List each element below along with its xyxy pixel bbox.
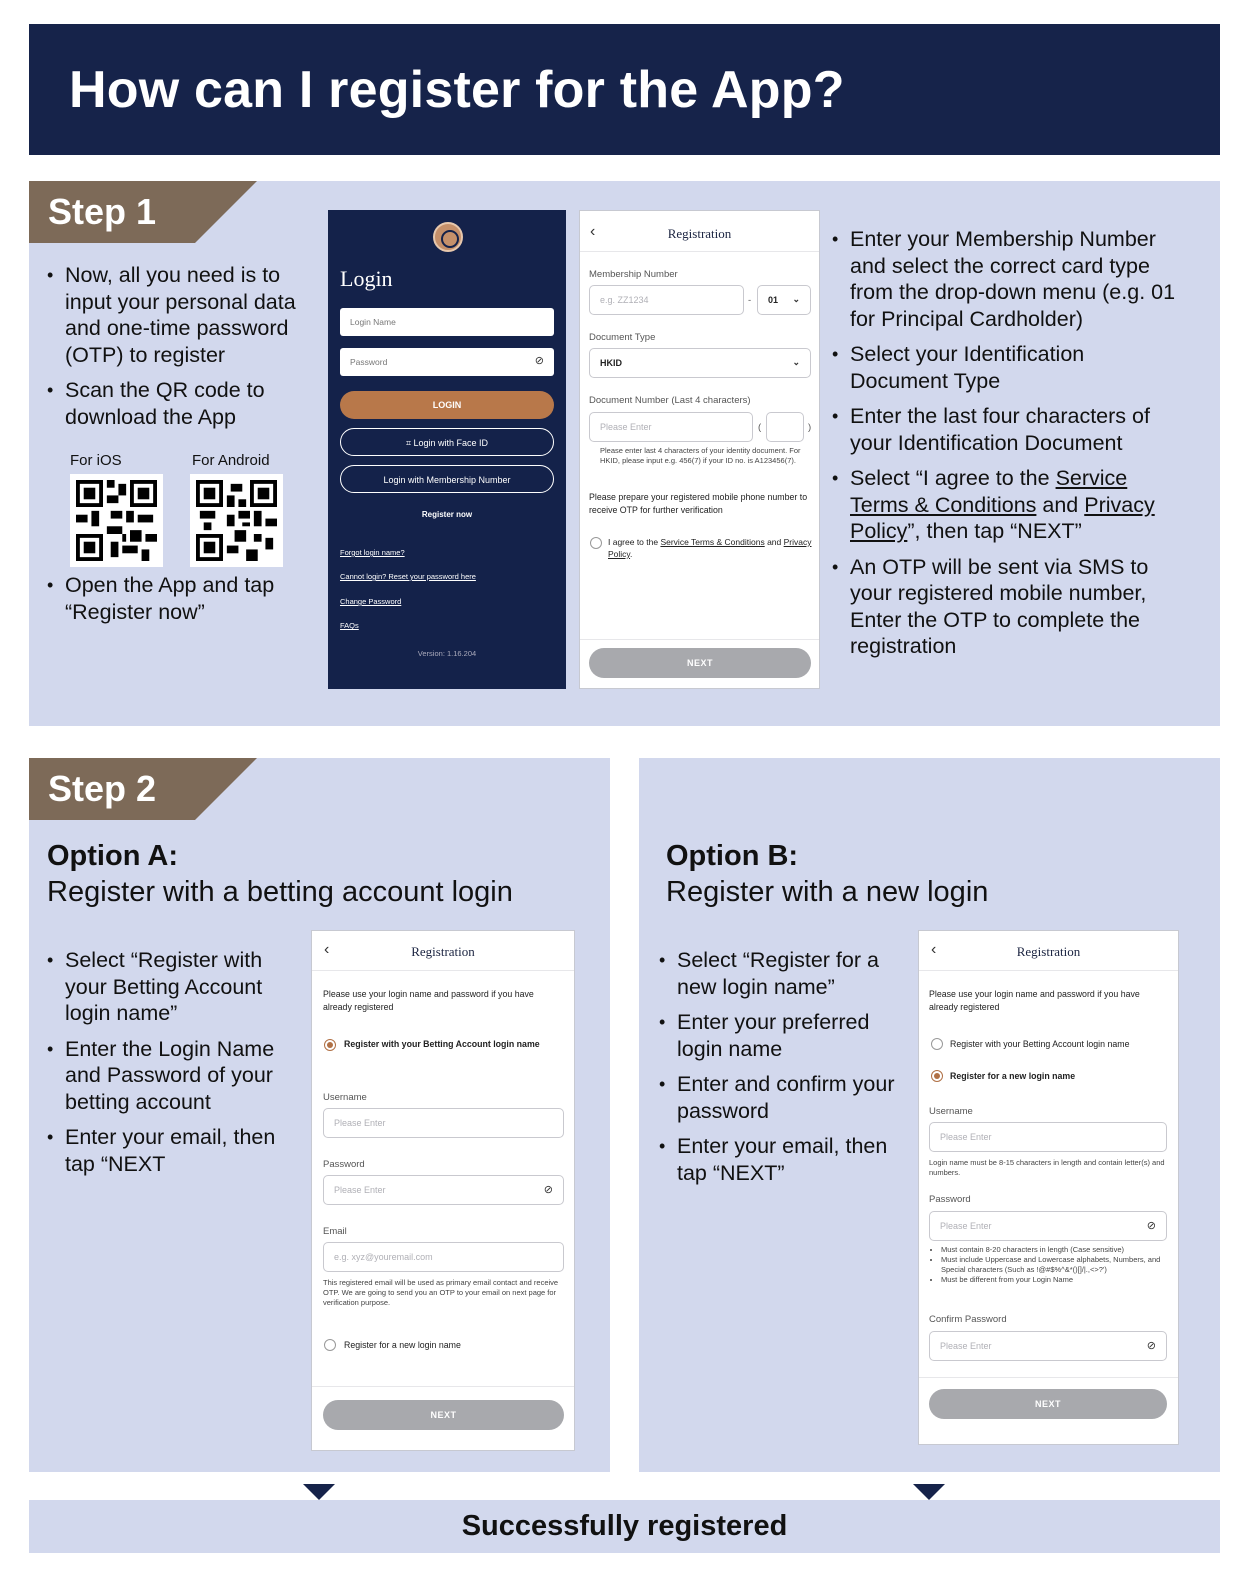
check-digit-input[interactable] [766, 412, 804, 442]
divider [312, 970, 574, 971]
login-button[interactable]: LOGIN [340, 391, 554, 419]
login-screen [328, 210, 566, 689]
eye-off-icon[interactable]: ⊘ [1146, 1340, 1156, 1352]
username-label: Username [323, 1092, 367, 1103]
password-input[interactable] [929, 1211, 1167, 1241]
rule: • Must include Uppercase and Lowercase alphabets, Numbers, and Special characters (Such as !@#$%^&*()[]/|.,<>?') [941, 1255, 1165, 1275]
confirm-placeholder: Please Enter [940, 1341, 992, 1351]
bullet: • Select your Identification Document Type [832, 341, 1182, 394]
chevron-down-icon: ⌄ [792, 294, 800, 304]
bullet: • Enter your email, then tap “NEXT” [659, 1133, 899, 1186]
agree-post: . [630, 549, 633, 559]
agree-mid: and [764, 537, 784, 547]
doc-number-input[interactable]: Please Enter [589, 412, 753, 442]
rule: • Must contain 8-20 characters in length (Case sensitive) [941, 1245, 1165, 1255]
eye-off-icon[interactable]: ⊘ [534, 355, 544, 367]
username-label: Username [929, 1106, 973, 1117]
eye-off-icon[interactable]: ⊘ [1146, 1220, 1156, 1232]
qr-code-icon[interactable] [190, 474, 283, 567]
email-input[interactable]: e.g. xyz@youremail.com [323, 1242, 564, 1272]
qr-android-label: For Android [192, 452, 270, 469]
password-label: Password [323, 1159, 365, 1170]
new-login-label: Register for a new login name [950, 1071, 1076, 1081]
page-title: How can I register for the App? [69, 61, 845, 119]
betting-account-radio[interactable] [931, 1038, 943, 1050]
forgot-login-link[interactable]: Forgot login name? [340, 548, 405, 557]
down-arrow-icon [913, 1484, 945, 1500]
divider [919, 970, 1178, 971]
step1-right-bullets [832, 226, 1182, 669]
agree-pre: I agree to the [608, 537, 661, 547]
faqs-link[interactable]: FAQs [340, 621, 359, 630]
eye-off-icon[interactable]: ⊘ [543, 1184, 553, 1196]
username-note: Login name must be 8-15 characters in length and contain letter(s) and numbers. [929, 1158, 1165, 1177]
success-banner: Successfully registered [29, 1500, 1220, 1553]
bullet: • Now, all you need is to input your personal data and one-time password (OTP) to register [47, 262, 317, 368]
option-b-label: Option B: [666, 840, 799, 872]
registration-screen [579, 210, 820, 689]
privacy-policy-link[interactable]: Privacy Policy [850, 492, 1155, 543]
password-placeholder: Password [350, 357, 388, 367]
divider [580, 251, 819, 252]
option-b-bullets [659, 947, 899, 1195]
bullet: • Enter your Membership Number and select the correct card type from the drop-down menu (e.g. 01 for Principal Cardholder) [832, 226, 1182, 332]
step2-tab: Step 2 [29, 758, 195, 820]
option-b-registration-screen [918, 930, 1179, 1445]
dash: - [748, 295, 752, 306]
intro-text: Please use your login name and password if you have already registered [323, 989, 534, 1012]
face-id-icon: ⌗ [405, 438, 414, 448]
face-id-label: Login with Face ID [413, 438, 489, 448]
option-b-title [666, 838, 1206, 910]
betting-account-label: Register with your Betting Account login name [344, 1039, 540, 1049]
card-type-value: 01 [768, 295, 779, 305]
option-b-subtitle: Register with a new login [666, 876, 989, 908]
username-input[interactable]: Please Enter [323, 1108, 564, 1138]
password-input[interactable] [340, 348, 554, 376]
bullet: • Enter and confirm your password [659, 1071, 899, 1124]
option-a-bullets [47, 947, 287, 1186]
option-a-title [47, 838, 602, 910]
bullet: • Scan the QR code to download the App [47, 377, 317, 430]
app-logo-icon [433, 222, 463, 252]
membership-login-button[interactable]: Login with Membership Number [340, 465, 554, 493]
option-a-label: Option A: [47, 840, 178, 872]
change-password-link[interactable]: Change Password [340, 597, 402, 606]
username-input[interactable]: Please Enter [929, 1122, 1167, 1152]
bullet: • Select “Register for a new login name” [659, 947, 899, 1000]
qr-code-icon[interactable] [70, 474, 163, 567]
version-text: Version: 1.16.204 [417, 649, 477, 658]
card-type-select[interactable] [757, 285, 811, 315]
password-placeholder: Please Enter [334, 1185, 386, 1195]
doc-type-label: Document Type [589, 332, 656, 343]
divider [919, 1377, 1178, 1378]
registration-title: Registration [1016, 944, 1081, 959]
option-a-registration-screen [311, 930, 575, 1451]
password-input[interactable] [323, 1175, 564, 1205]
next-button[interactable]: NEXT [323, 1400, 564, 1430]
new-login-radio[interactable] [324, 1339, 336, 1351]
step1-panel [29, 181, 1220, 726]
down-arrow-icon [303, 1484, 335, 1500]
chevron-down-icon: ⌄ [792, 357, 800, 367]
b4-mid: and [1036, 492, 1085, 517]
back-chevron-icon[interactable]: ‹ [931, 941, 937, 958]
doc-type-select[interactable] [589, 348, 811, 378]
registration-title: Registration [411, 944, 475, 959]
privacy-link[interactable]: Privacy Policy [608, 537, 812, 559]
step1-left-bullets [47, 262, 317, 439]
step2-option-a-panel [29, 758, 610, 1472]
step1-tab: Step 1 [29, 181, 195, 243]
next-button[interactable]: NEXT [929, 1389, 1167, 1419]
confirm-password-input[interactable] [929, 1331, 1167, 1361]
paren-open: ( [758, 422, 762, 433]
paren-close: ) [808, 422, 812, 433]
bullet: • An OTP will be sent via SMS to your registered mobile number, Enter the OTP to complete the registration [832, 554, 1182, 660]
bullet: • Enter your email, then tap “NEXT [47, 1124, 287, 1177]
email-note: This registered email will be used as primary email contact and receive OTP. We are going to send you an OTP to your email on next page for verification purpose. [323, 1278, 559, 1307]
bullet: • Enter the last four characters of your Identification Document [832, 403, 1182, 456]
option-a-subtitle: Register with a betting account login [47, 876, 513, 908]
divider [312, 1386, 574, 1387]
next-button[interactable]: NEXT [589, 648, 811, 678]
password-label: Password [929, 1194, 971, 1205]
login-title: Login [340, 266, 393, 291]
divider [580, 639, 819, 640]
new-login-radio[interactable] [931, 1070, 943, 1082]
doc-number-label: Document Number (Last 4 characters) [589, 395, 751, 406]
back-chevron-icon[interactable]: ‹ [324, 941, 330, 958]
service-terms-link[interactable]: Service Terms & Conditions [850, 466, 1128, 517]
step1-left-bullets-2 [47, 572, 317, 634]
login-name-input[interactable]: Login Name [340, 308, 554, 336]
confirm-password-label: Confirm Password [929, 1314, 1007, 1325]
password-placeholder: Please Enter [940, 1221, 992, 1231]
face-id-button[interactable] [340, 428, 554, 456]
step2-option-b-panel [639, 758, 1220, 1472]
registration-title: Registration [667, 226, 732, 241]
reset-password-link[interactable]: Cannot login? Reset your password here [340, 572, 476, 581]
doc-hint: Please enter last 4 characters of your identity document. For HKID, please input e.g. 456(7) if your ID no. is A123456(7). [600, 446, 801, 465]
membership-label: Membership Number [589, 269, 678, 280]
otp-note: Please prepare your registered mobile phone number to receive OTP for further verification [589, 492, 808, 515]
bullet: • Enter the Login Name and Password of your betting account [47, 1036, 287, 1116]
email-label: Email [323, 1226, 347, 1237]
bullet: • Enter your preferred login name [659, 1009, 899, 1062]
qr-ios-label: For iOS [70, 452, 122, 469]
bullet: • Open the App and tap “Register now” [47, 572, 317, 625]
bullet: • Select “Register with your Betting Account login name” [47, 947, 287, 1027]
terms-link[interactable]: Service Terms & Conditions [660, 537, 765, 547]
back-chevron-icon[interactable]: ‹ [590, 223, 596, 240]
b4-pre: Select “I agree to the [850, 466, 1056, 490]
rule: • Must be different from your Login Name [941, 1275, 1165, 1285]
intro-text: Please use your login name and password if you have already registered [929, 989, 1140, 1012]
new-login-label: Register for a new login name [344, 1340, 461, 1350]
agree-label [608, 536, 813, 560]
doc-type-value: HKID [600, 358, 622, 368]
page-header [29, 24, 1220, 155]
b4-post: ”, then tap “NEXT” [907, 519, 1082, 543]
agree-radio[interactable] [590, 537, 602, 549]
password-rules [941, 1245, 1165, 1285]
betting-account-label: Register with your Betting Account login name [950, 1039, 1130, 1049]
bullet [832, 465, 1182, 545]
register-now-link[interactable]: Register now [421, 510, 473, 519]
membership-input[interactable]: e.g. ZZ1234 [589, 285, 744, 315]
betting-account-radio[interactable] [324, 1039, 336, 1051]
